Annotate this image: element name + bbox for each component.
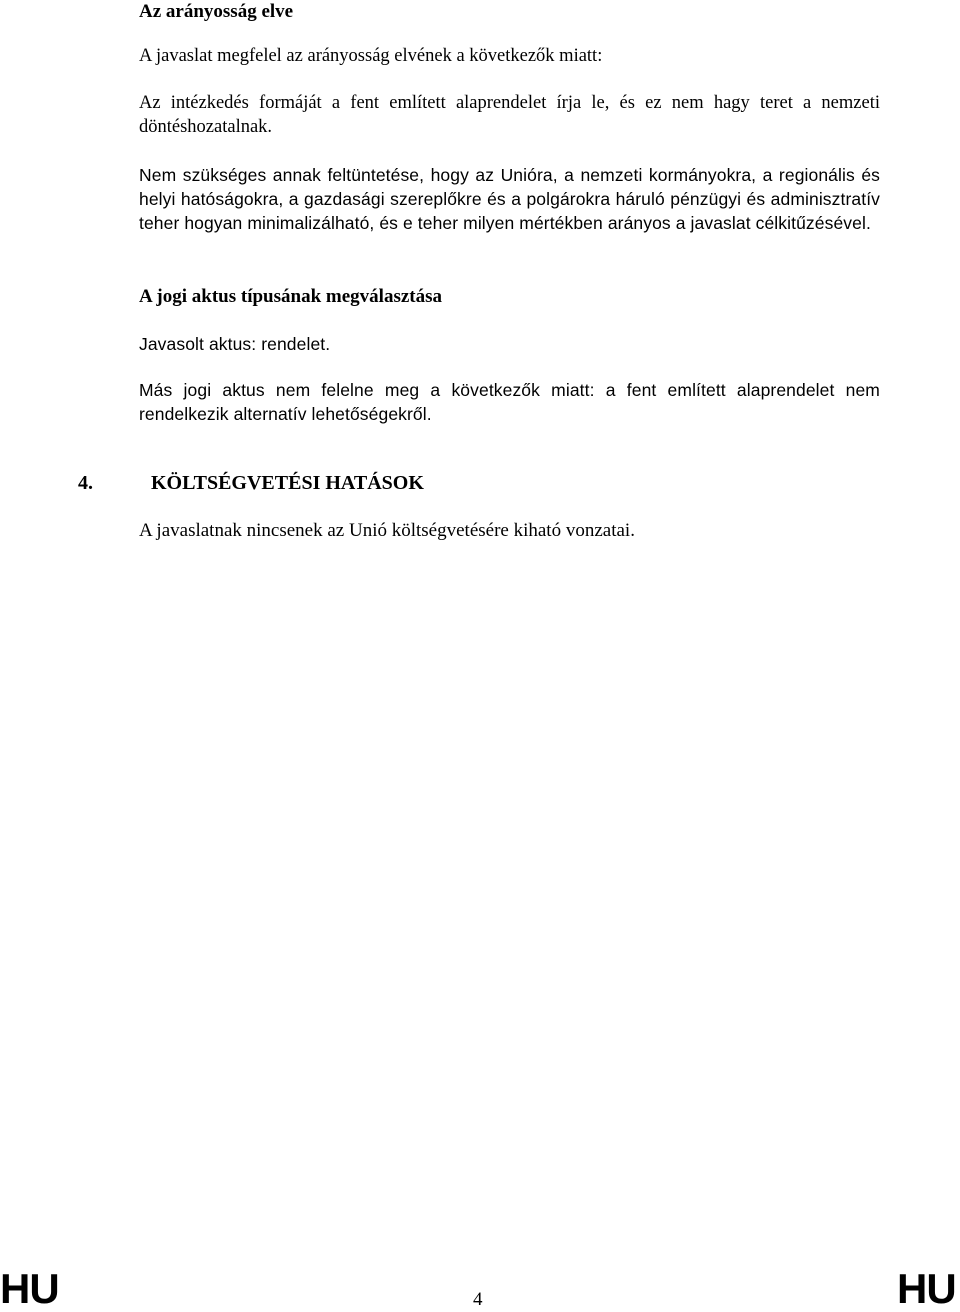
section-number: 4.	[78, 472, 93, 494]
section-title: KÖLTSÉGVETÉSI HATÁSOK	[151, 472, 424, 494]
page-number: 4	[473, 1289, 483, 1310]
section-body: A javaslatnak nincsenek az Unió költségvetésére kiható vonzatai.	[139, 520, 635, 541]
proportionality-heading: Az arányosság elve	[139, 1, 294, 22]
proportionality-paragraph-1: Az intézkedés formáját a fent említett alaprendelet írja le, és ez nem hagy teret a nemzeti döntéshozatalnak.	[139, 93, 880, 137]
footer-language-right: HU	[897, 1265, 956, 1312]
legal-act-heading: A jogi aktus típusának megválasztása	[139, 286, 442, 307]
proportionality-paragraph-2: Nem szükséges annak feltüntetése, hogy az Unióra, a nemzeti kormányokra, a regionális és helyi hatóságokra, a gazdasági szereplőkre és a polgárokra háruló pénzügyi és adminisztratív teher hogyan minimalizálható, és e teher milyen mértékben arányos a javaslat célkitűzésével.	[139, 165, 880, 233]
proportionality-intro: A javaslat megfelel az arányosság elvének a következők miatt:	[139, 46, 603, 66]
legal-act-other: Más jogi aktus nem felelne meg a következők miatt: a fent említett alaprendelet nem rendelkezik alternatív lehetőségekről.	[139, 380, 880, 424]
legal-act-proposed: Javasolt aktus: rendelet.	[139, 334, 331, 354]
footer-language-left: HU	[0, 1265, 59, 1312]
